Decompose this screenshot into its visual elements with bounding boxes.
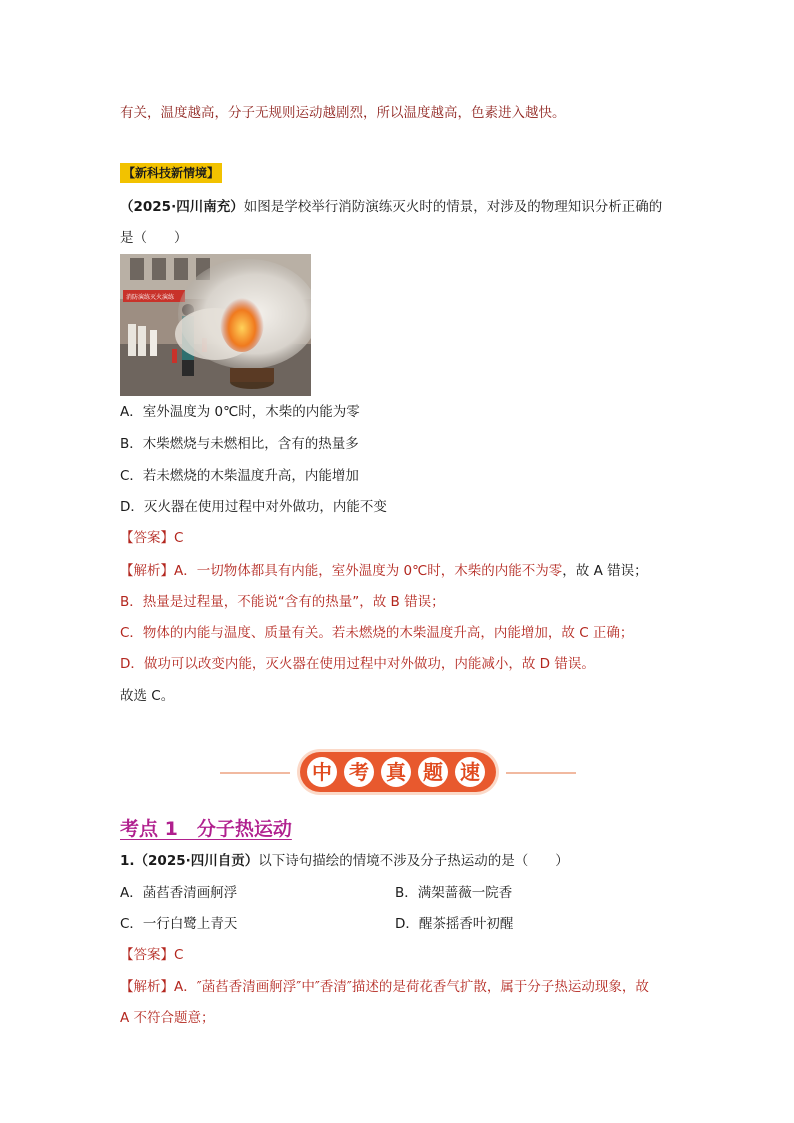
analysis-line-c: C．物体的内能与温度、质量有关。若未燃烧的木柴温度升高，内能增加，故 C 正确； <box>120 625 634 641</box>
intro-line: 有关，温度越高，分子无规则运动越剧烈，所以温度越高，色素进入越快。 <box>120 105 566 121</box>
question-stem <box>120 197 662 217</box>
q1-answer-label: 【答案】 <box>120 947 174 963</box>
option-c: C．若未燃烧的木柴温度升高，内能增加 <box>120 468 359 484</box>
q1-analysis-option: A <box>120 1010 130 1026</box>
q1-answer-line <box>120 945 183 965</box>
q1-option-c: C．一行白鹭上青天 <box>120 916 238 932</box>
q1-option-a: A．菡萏香清画舸浮 <box>120 885 238 901</box>
banner-char: 真 <box>381 757 411 787</box>
question-stem-text: 如图是学校举行消防演练灭火时的情景，对涉及的物理知识分析正确的 <box>243 199 663 215</box>
answer-value: C <box>174 530 184 546</box>
banner-rule-left <box>220 772 290 774</box>
q1-analysis-tail: 不符合题意； <box>129 1010 215 1026</box>
analysis-line-a <box>120 561 648 581</box>
option-d: D．灭火器在使用过程中对外做功，内能不变 <box>120 499 387 515</box>
section-title: 考点 1 分子热运动 <box>120 818 292 840</box>
fire-drill-photo <box>120 254 311 396</box>
analysis-label: 【解析】 <box>120 563 174 579</box>
answer-label: 【答案】 <box>120 530 174 546</box>
photo-banner-text: 消防演练灭火演练 <box>126 294 175 301</box>
q1-analysis-text: A．″菡萏香清画舸浮″中″香清″描述的是荷花香气扩散，属于分子热运动现象，故 <box>174 979 649 995</box>
q1-analysis-line-1 <box>120 977 649 997</box>
question-stem-cont: 是（ ） <box>120 230 188 246</box>
banner-char: 速 <box>455 757 485 787</box>
banner-char: 中 <box>307 757 337 787</box>
q1-analysis-line-2 <box>120 1008 215 1028</box>
question-1-source: （2025·四川自贡） <box>134 853 259 869</box>
question-1-stem <box>120 851 569 871</box>
section-banner <box>220 752 576 794</box>
analysis-a-highlight: 木柴的内能不为零 <box>454 563 563 579</box>
q1-answer-value: C <box>174 947 184 963</box>
analysis-line-b: B．热量是过程量，不能说“含有的热量”，故 B 错误； <box>120 594 445 610</box>
question-1-text: 以下诗句描绘的情境不涉及分子热运动的是（ ） <box>258 853 569 869</box>
q1-option-b: B．满架蔷薇一院香 <box>395 885 513 901</box>
analysis-a-text: A．一切物体都具有内能，室外温度为 0℃时， <box>174 563 455 579</box>
section-tag: 【新科技新情境】 <box>120 163 222 183</box>
banner-rule-right <box>506 772 576 774</box>
question-source: （2025·四川南充） <box>120 199 244 215</box>
conclusion-line: 故选 C。 <box>120 688 175 704</box>
option-a: A．室外温度为 0℃时，木柴的内能为零 <box>120 404 360 420</box>
banner-char: 题 <box>418 757 448 787</box>
question-1-number: 1. <box>120 853 135 869</box>
analysis-line-d: D．做功可以改变内能，灭火器在使用过程中对外做功，内能减小，故 D 错误。 <box>120 656 595 672</box>
analysis-a-tail: ，故 A 错误； <box>562 563 648 579</box>
option-b: B．木柴燃烧与未燃相比，含有的热量多 <box>120 436 359 452</box>
q1-option-d: D．醒茶摇香叶初醒 <box>395 916 514 932</box>
answer-line <box>120 528 183 548</box>
banner-char: 考 <box>344 757 374 787</box>
q1-analysis-label: 【解析】 <box>120 979 174 995</box>
